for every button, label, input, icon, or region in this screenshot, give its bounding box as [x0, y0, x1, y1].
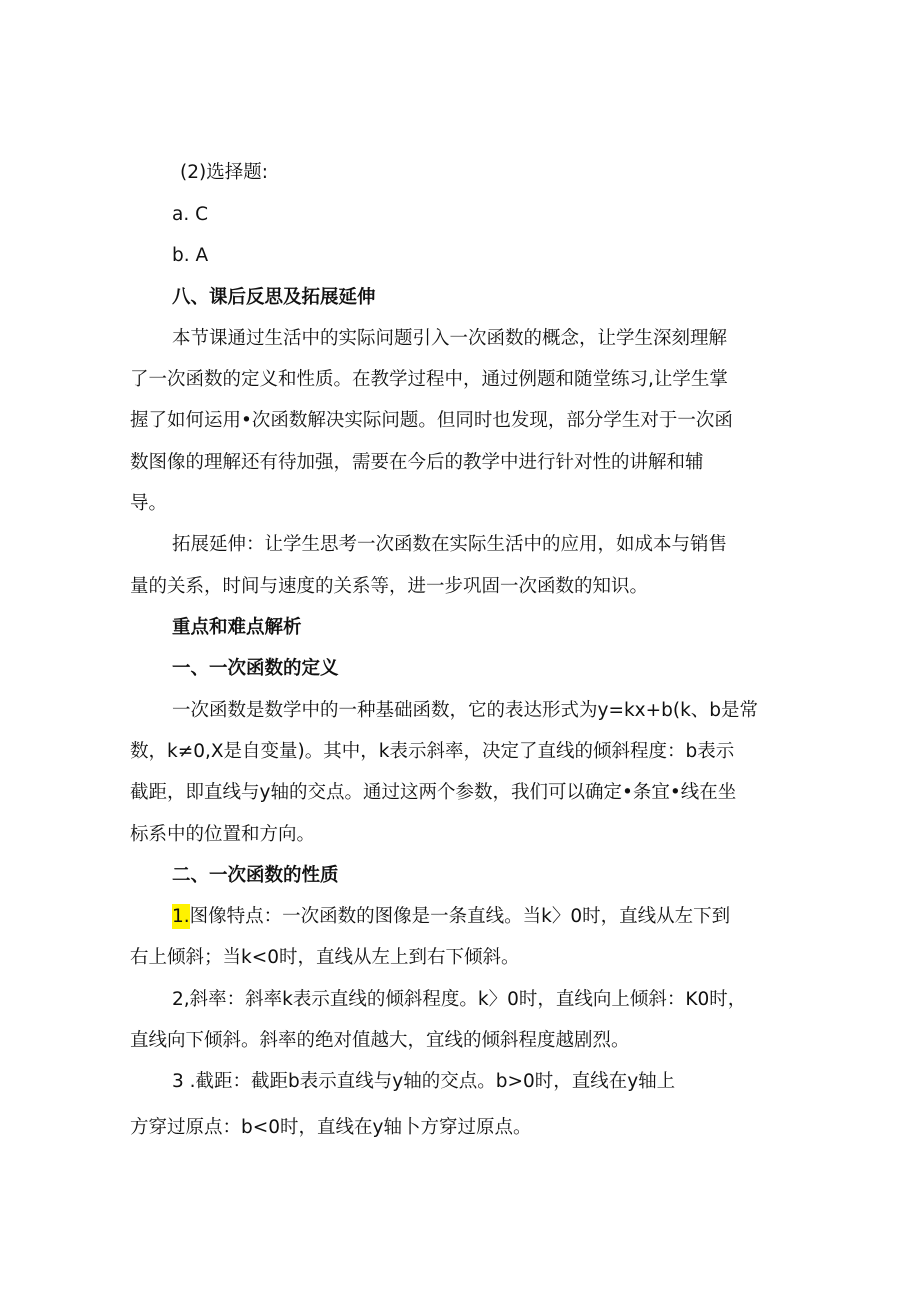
- paragraph-line: 数，k≠0,X是自变量)。其中，k表示斜率，决定了直线的倾斜程度：b表示: [130, 741, 735, 762]
- choice-b: b. A: [172, 245, 209, 266]
- section2-heading: 二、一次函数的性质: [172, 865, 339, 886]
- paragraph-line: 直线向下倾斜。斜率的绝对值越大，宜线的倾斜程度越剧烈。: [130, 1030, 630, 1051]
- analysis-heading: 重点和难点解析: [172, 617, 302, 638]
- highlighted-number: 1.: [172, 906, 190, 927]
- choice-a: a. C: [172, 204, 209, 225]
- paragraph-line: 握了如何运用•次函数解决实际问题。但同时也发现，部分学生对于一次函: [130, 410, 733, 431]
- paragraph-line: 一次函数是数学中的一种基础函数，它的表达形式为y=kx+b(k、b是常: [172, 700, 759, 721]
- paragraph-line: 数图像的理解还有待加强，需要在今后的教学中进行针对性的讲解和辅: [130, 452, 704, 473]
- choice-heading: (2)选择题:: [180, 162, 268, 183]
- paragraph-line: 了一次函数的定义和性质。在教学过程中，通过例题和随堂练习,让学生掌: [130, 369, 728, 390]
- paragraph-line: 右上倾斜；当k<0时，直线从左上到右下倾斜。: [130, 947, 520, 968]
- paragraph-line: 量的关系，时间与速度的关系等，进一步巩固一次函数的知识。: [130, 576, 649, 597]
- list-item-2: 2,斜率：斜率k表示直线的倾斜程度。k〉0时，直线向上倾斜：K0时，: [172, 989, 747, 1010]
- list-item-text: 图像特点：一次函数的图像是一条直线。当k〉0时，直线从左下到: [189, 906, 731, 927]
- paragraph-line: 导。: [130, 493, 168, 514]
- list-item-3: 3 .截距：截距b表示直线与y轴的交点。b>0时，直线在y轴上: [172, 1071, 676, 1092]
- list-item-1: [172, 904, 790, 930]
- paragraph-line: 标系中的位置和方向。: [130, 824, 316, 845]
- paragraph-line: 拓展延伸：让学生思考一次函数在实际生活中的应用，如成本与销售: [172, 534, 728, 555]
- section8-heading: 八、课后反思及拓展延伸: [172, 287, 376, 308]
- paragraph-line: 本节课通过生活中的实际问题引入一次函数的概念，让学生深刻理解: [172, 328, 728, 349]
- paragraph-line: 截距，即直线与y轴的交点。通过这两个参数，我们可以确定•条宜•线在坐: [130, 782, 737, 803]
- paragraph-line: 方穿过原点：b<0时，直线在y轴卜方穿过原点。: [130, 1117, 532, 1138]
- section1-heading: 一、一次函数的定义: [172, 658, 339, 679]
